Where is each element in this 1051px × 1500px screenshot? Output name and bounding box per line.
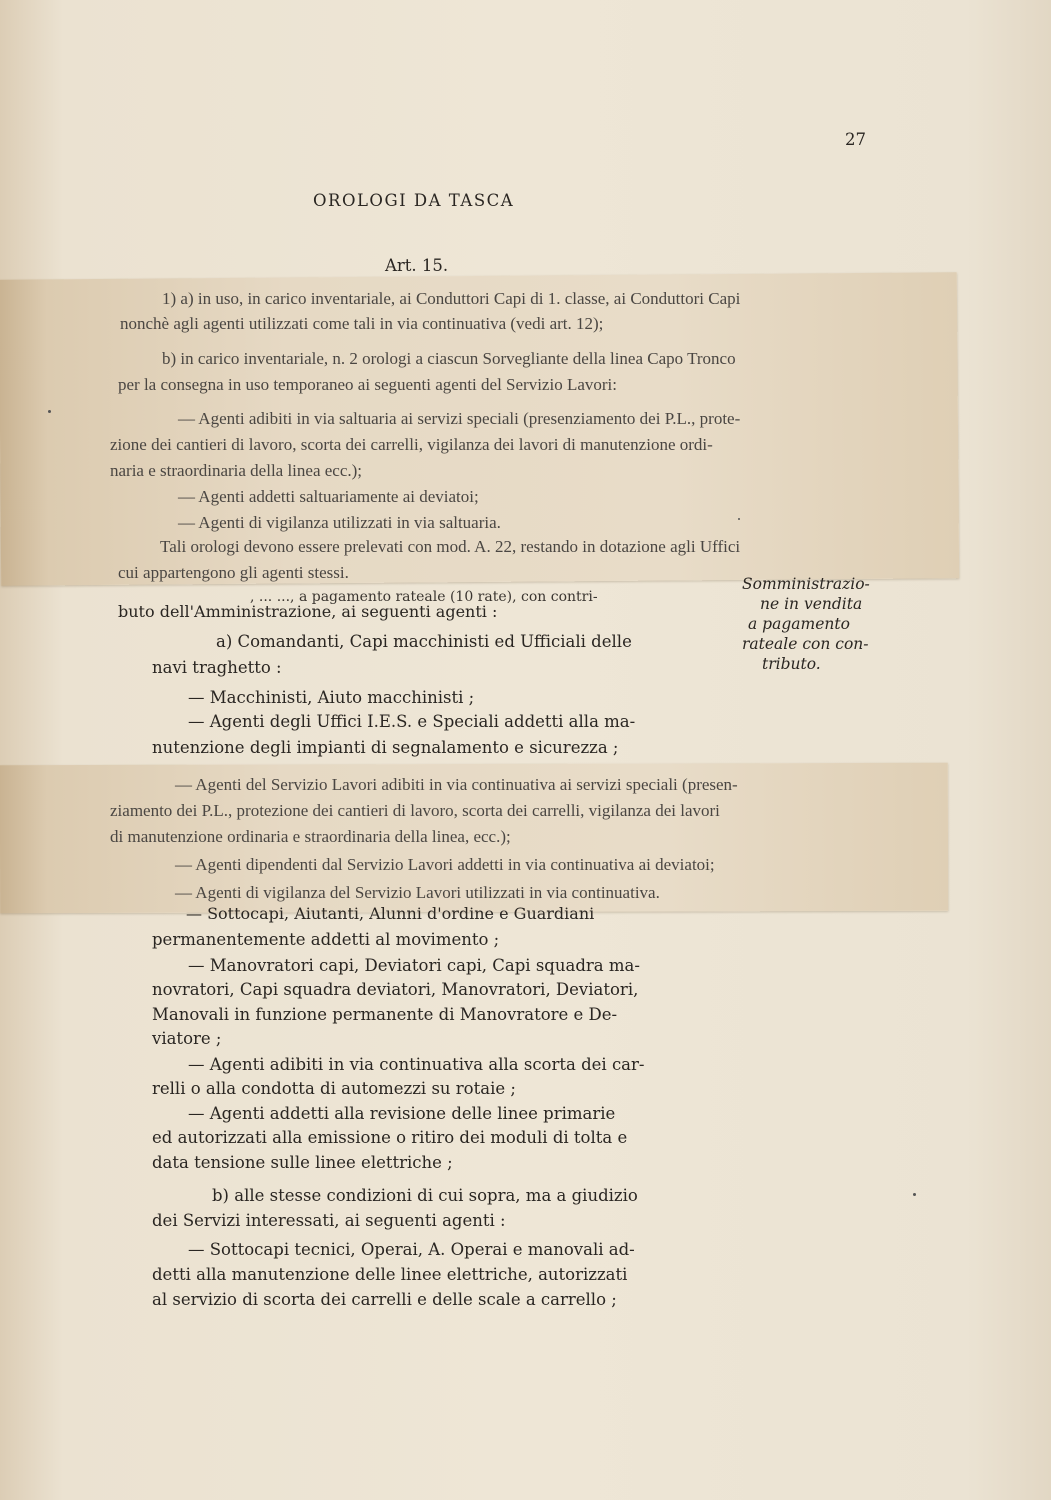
scan-speck (738, 518, 740, 520)
margin-note-line: Somministrazio- (742, 575, 870, 593)
text-line: buto dell'Amministrazione, ai seguenti agenti : (118, 602, 498, 621)
margin-note (742, 574, 870, 674)
margin-note-line: ne in vendita (760, 595, 863, 613)
text-line: — Agenti del Servizio Lavori adibiti in via continuativa ai servizi speciali (presen- (175, 775, 738, 794)
partial-covered-line-box (186, 904, 706, 923)
text-line: di manutenzione ordinaria e straordinaria della linea, ecc.); (110, 827, 511, 846)
text-line: dei Servizi interessati, ai seguenti agenti : (152, 1211, 506, 1230)
text-line: nonchè agli agenti utilizzati come tali in via continuativa (vedi art. 12); (120, 314, 604, 333)
text-line: — Agenti adibiti in via continuativa alla scorta dei car- (188, 1055, 645, 1074)
text-line: — Manovratori capi, Deviatori capi, Capi squadra ma- (188, 956, 640, 975)
text-line: cui appartengono gli agenti stessi. (118, 563, 349, 582)
margin-note-line: tributo. (762, 655, 821, 673)
text-line: per la consegna in uso temporaneo ai seguenti agenti del Servizio Lavori: (118, 375, 617, 394)
text-line: novratori, Capi squadra deviatori, Manovratori, Deviatori, (152, 980, 639, 999)
margin-note-line: a pagamento (748, 615, 850, 633)
text-line: — Agenti addetti alla revisione delle linee primarie (188, 1104, 616, 1123)
text-line: b) in carico inventariale, n. 2 orologi a ciascun Sorvegliante della linea Capo Tronco (162, 349, 736, 368)
page-title: OROLOGI DA TASCA (313, 191, 515, 210)
text-line: — Agenti dipendenti dal Servizio Lavori addetti in via continuativa ai deviatoi; (175, 855, 715, 874)
text-line: Tali orologi devono essere prelevati con mod. A. 22, restando in dotazione agli Uffici (160, 537, 741, 556)
text-line: al servizio di scorta dei carrelli e delle scale a carrello ; (152, 1290, 617, 1309)
text-line: — Sottocapi tecnici, Operai, A. Operai e manovali ad- (188, 1240, 635, 1259)
partial-covered-line: , ... ..., a pagamento rateale (10 rate), con contri- (250, 589, 598, 605)
margin-note-line: rateale con con- (742, 635, 869, 653)
text-line: 1) a) in uso, in carico inventariale, ai Conduttori Capi di 1. classe, ai Conduttori Capi (162, 289, 741, 308)
text-line: — Agenti di vigilanza utilizzati in via saltuaria. (178, 513, 501, 532)
text-line: permanentemente addetti al movimento ; (152, 930, 500, 949)
text-line: ziamento dei P.L., protezione dei cantieri di lavoro, scorta dei carrelli, vigilanza dei lavori (110, 801, 720, 820)
text-line: viatore ; (152, 1029, 222, 1048)
text-line: detti alla manutenzione delle linee elettriche, autorizzati (152, 1265, 628, 1284)
text-line: zione dei cantieri di lavoro, scorta dei carrelli, vigilanza dei lavori di manutenzione ordi- (110, 435, 713, 454)
text-line: data tensione sulle linee elettriche ; (152, 1153, 453, 1172)
scan-speck (913, 1193, 916, 1196)
text-line: Manovali in funzione permanente di Manovratore e De- (152, 1005, 618, 1024)
article-heading: Art. 15. (385, 256, 449, 275)
text-line: relli o alla condotta di automezzi su rotaie ; (152, 1079, 516, 1098)
page-number: 27 (845, 130, 866, 149)
text-line: ed autorizzati alla emissione o ritiro dei moduli di tolta e (152, 1128, 628, 1147)
text-line: — Agenti degli Uffici I.E.S. e Speciali addetti alla ma- (188, 712, 636, 731)
text-line: — Agenti di vigilanza del Servizio Lavori utilizzati in via continuativa. (175, 883, 660, 902)
text-line: — Macchinisti, Aiuto macchinisti ; (188, 688, 475, 707)
text-line: naria e straordinaria della linea ecc.); (110, 461, 363, 480)
text-line: — Agenti adibiti in via saltuaria ai servizi speciali (presenziamento dei P.L., prote- (178, 409, 741, 428)
text-line: b) alle stesse condizioni di cui sopra, ma a giudizio (212, 1186, 638, 1205)
text-line: — Agenti addetti saltuariamente ai deviatoi; (178, 487, 479, 506)
text-line: navi traghetto : (152, 658, 282, 677)
scan-speck (48, 410, 51, 413)
text-line: a) Comandanti, Capi macchinisti ed Ufficiali delle (216, 632, 632, 651)
partial-covered-line: — Sottocapi, Aiutanti, Alunni d'ordine e Guardiani (186, 904, 595, 923)
text-line: nutenzione degli impianti di segnalamento e sicurezza ; (152, 738, 619, 757)
